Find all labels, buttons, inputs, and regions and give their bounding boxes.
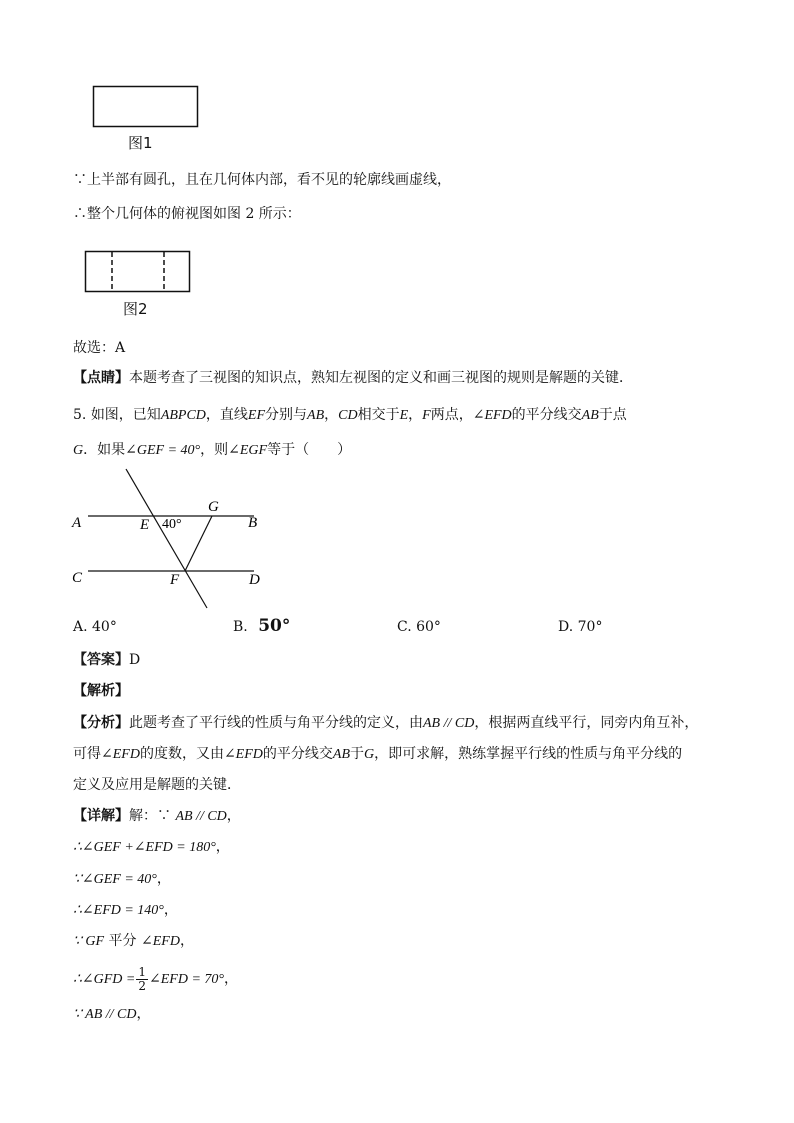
answer-value: D: [129, 652, 141, 668]
answer-tag: 【答案】: [73, 652, 129, 668]
detail-math: ∴∠GFD =: [73, 972, 136, 987]
detail-math: AB // CD: [175, 809, 227, 824]
q-text: ，则: [200, 442, 229, 458]
figure-1-caption: 图1: [128, 134, 153, 152]
q-math: F: [422, 408, 431, 423]
detail-line-3: [73, 900, 178, 921]
q-text: 分别与: [265, 407, 308, 423]
label-angle-40: 40°: [162, 517, 182, 532]
detail-math: ∴∠EFD = 140°: [73, 903, 164, 918]
q-math: AB: [307, 408, 325, 423]
q-text: 相交于: [357, 407, 400, 423]
q-math: ∠EGF: [228, 443, 268, 458]
q-text: ，直线: [205, 407, 248, 423]
fenxi-math: AB // CD: [423, 716, 475, 731]
q-text: ．如果: [83, 442, 126, 458]
q-math: E: [399, 408, 409, 423]
fenxi-math: AB: [332, 747, 351, 762]
transversal-ef: [126, 469, 207, 608]
option-a[interactable]: A. 40°: [73, 619, 117, 635]
option-c[interactable]: C. 60°: [397, 619, 441, 635]
figure-2-rectangle-dashed: [84, 250, 192, 294]
q-text: 的平分线交: [511, 407, 582, 423]
question-5-line-1: [73, 405, 627, 426]
fenxi-line-3: 定义及应用是解题的关键．: [73, 777, 241, 793]
detail-math: ∵∠GEF = 40°: [73, 872, 157, 887]
fraction-one-half: [136, 966, 148, 993]
choose-answer-line: 故选：A: [73, 340, 126, 356]
q-text: 等于（ ）: [267, 442, 352, 458]
dianjing-line: [73, 368, 633, 388]
q-math: EF: [247, 408, 266, 423]
detail-text: ，: [215, 839, 230, 855]
detail-line-4: [73, 931, 194, 952]
detail-text: ，: [136, 1006, 151, 1022]
figure-2-caption: 图2: [123, 300, 148, 318]
q-math: PCD: [177, 408, 206, 423]
q-text: 两点，: [430, 407, 473, 423]
fenxi-text: 可得: [73, 746, 101, 762]
analysis-tag: 【解析】: [73, 683, 129, 699]
detail-math: ∴∠GEF +∠EFD = 180°: [73, 840, 216, 855]
fenxi-math: ∠EFD: [101, 747, 140, 762]
fraction-numerator: 1: [138, 964, 146, 979]
detail-line-6: [73, 1004, 151, 1025]
fenxi-line-2: [73, 744, 682, 765]
fenxi-text: 的度数，又由: [139, 746, 224, 762]
detail-math: ∠EFD = 70°: [149, 972, 224, 987]
text-line-hole: ∵上半部有圆孔，且在几何体内部，看不见的轮廓线画虚线，: [73, 172, 451, 188]
detail-tag: 【详解】: [73, 808, 129, 824]
q-math: G: [73, 443, 84, 458]
bisector-fg: [185, 516, 212, 571]
fenxi-text: 于: [350, 746, 365, 762]
label-e: E: [140, 517, 150, 533]
detail-math: ∵ AB // CD: [73, 1007, 137, 1022]
fenxi-line-1: [73, 713, 698, 734]
option-b-value: 50°: [258, 616, 291, 636]
label-g: G: [208, 499, 219, 515]
q-math: CD: [338, 408, 358, 423]
answer-line: [73, 650, 140, 670]
q-text: 如图，已知: [90, 407, 161, 423]
detail-text: ，: [224, 971, 238, 987]
detail-line-0: [73, 806, 241, 827]
label-a: A: [72, 515, 82, 531]
option-b[interactable]: [233, 616, 290, 636]
option-b-prefix: B.: [233, 619, 248, 635]
q-text: ，: [324, 407, 339, 423]
fraction-denominator: 2: [138, 978, 146, 993]
detail-math: ∠EFD: [140, 934, 180, 949]
q-math: ∠EFD: [472, 408, 512, 423]
fenxi-math: G: [364, 747, 375, 762]
fenxi-text: 此题考查了平行线的性质与角平分线的定义，由: [129, 715, 423, 731]
fenxi-text: ，根据两直线平行，同旁内角互补，: [474, 715, 699, 731]
q-text: 于点: [598, 407, 627, 423]
parallel-lines-diagram: [66, 466, 276, 612]
detail-text: ，: [179, 933, 194, 949]
label-c: C: [72, 570, 83, 586]
detail-text: ，: [163, 902, 178, 918]
detail-text: ，: [156, 871, 171, 887]
q-text: ，: [408, 407, 423, 423]
q-math: AB: [581, 408, 599, 423]
detail-text: ，: [226, 808, 241, 824]
fenxi-text: ，即可求解，熟练掌握平行线的性质与角平分线的: [374, 746, 683, 762]
fenxi-math: ∠EFD: [223, 747, 263, 762]
detail-line-1: [73, 837, 230, 858]
fenxi-tag: 【分析】: [73, 715, 129, 731]
dianjing-tag: 【点睛】: [73, 370, 129, 386]
detail-math: ∵ GF: [73, 934, 105, 949]
question-5-line-2: [73, 440, 351, 461]
text-line-topview: ∴整个几何体的俯视图如图 2 所示：: [73, 206, 301, 222]
figure-1-rectangle: [92, 85, 200, 129]
detail-line-2: [73, 869, 171, 890]
q-math: AB: [160, 408, 178, 423]
dianjing-text: 本题考查了三视图的知识点，熟知左视图的定义和画三视图的规则是解题的关键．: [129, 370, 633, 386]
option-d[interactable]: D. 70°: [558, 619, 603, 635]
label-b: B: [248, 515, 258, 531]
detail-text: 平分: [104, 933, 141, 949]
question-number: 5.: [73, 407, 87, 423]
detail-text: 解：∵: [129, 808, 176, 824]
label-f: F: [170, 572, 180, 588]
q-math: ∠GEF = 40°: [125, 443, 201, 458]
label-d: D: [249, 572, 260, 588]
fenxi-text: 的平分线交: [262, 746, 333, 762]
detail-line-5: [73, 962, 238, 997]
